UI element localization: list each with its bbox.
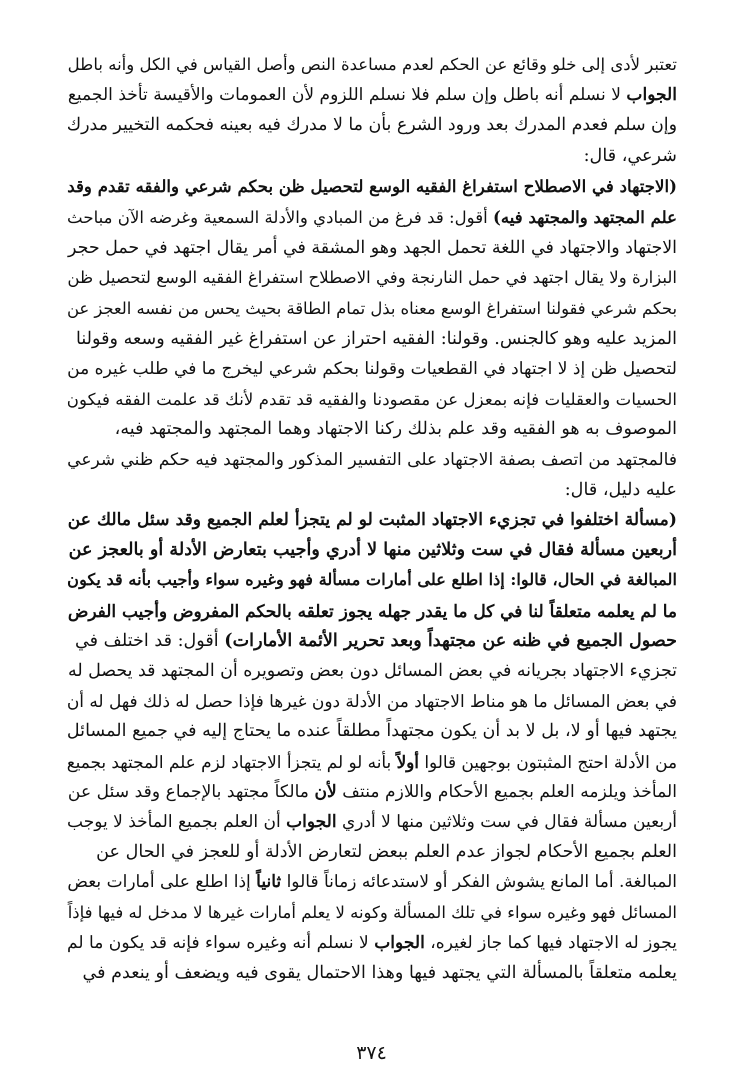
- text-segment: لا نسلم أنه وغيره سواء فإنه قد يكون ما لم: [67, 932, 375, 953]
- text-line: [64, 958, 677, 988]
- text-line: [64, 354, 677, 384]
- text-segment: أربعين مسألة فقال في ست وثلاثين منها لا أدري: [336, 812, 677, 833]
- text-segment: بحكم شرعي فقولنا استفراغ الوسع معناه بذل تمام الطاقة بحيث يحس من نفسه العجز عن: [67, 298, 677, 318]
- bold-text-segment: ما لم يعلمه متعلقاً لنا في كل ما يقدر جهله يجوز تعلقه بالحكم المفروض وأجيب الفرض: [67, 600, 677, 621]
- text-line: [64, 324, 677, 354]
- bold-text-segment: الجواب: [626, 85, 677, 106]
- text-segment: المزيد عليه وهو كالجنس. وقولنا: الفقيه احتراز عن استفراغ غير الفقيه وسعه وقولنا: [75, 328, 677, 349]
- text-segment: البزارة ولا يقال اجتهد في حمل النارنجة وفي الاصطلاح استفراغ الفقيه الوسع لتحصيل ظن: [67, 268, 677, 288]
- text-segment: لا نسلم أنه باطل وإن سلم فلا نسلم اللزوم لأن العمومات والأقيسة تأخذ الجميع: [67, 85, 627, 106]
- text-segment: أقول: قد فرغ من المبادي والأدلة السمعية وغرضه الآن مباحث: [67, 208, 494, 228]
- text-line: [64, 110, 677, 140]
- text-segment: إذا اطلع على أمارات بعض: [67, 872, 257, 893]
- text-segment: لتحصيل ظن إذ لا اجتهاد في القطعيات وقولنا بحكم شرعي ليخرج ما في طلب غيره من: [67, 359, 677, 380]
- text-line: [64, 656, 677, 686]
- bold-text-segment: حصول الجميع في ظنه عن مجتهداً وبعد تحرير الأئمة الأمارات): [224, 629, 677, 651]
- text-segment: يعلمه متعلقاً بالمسألة التي يجتهد فيها وهذا الاحتمال يقوى فيه ويضعف أو ينعدم في: [82, 963, 677, 984]
- text-segment: المسائل فهو وغيره سواء في تلك المسألة وكونه لا يعلم أمارات غيرها لا مدخل له فيها فإذاً: [67, 902, 677, 922]
- text-segment: مالكاً مجتهد بالإجماع وقد سئل عن: [67, 781, 315, 802]
- bold-text-segment: أربعين مسألة فقال في ست وثلاثين منها لا أدري وأجيب بتعارض الأدلة أو بالعجز عن: [68, 539, 677, 561]
- text-line: [64, 898, 677, 928]
- text-segment: فالمجتهد من اتصف بصفة الاجتهاد على التفسير المذكور والمجتهد فيه حكم ظني شرعي: [67, 449, 677, 470]
- bold-text-segment: أولاً: [396, 751, 419, 772]
- bold-text-segment: ثانياً: [256, 872, 282, 893]
- text-line: [64, 50, 677, 80]
- bold-text-segment: (الاجتهاد في الاصطلاح استفراغ الفقيه الوسع لتحصيل ظن بحكم شرعي والفقه تقدم وقد: [67, 175, 677, 196]
- text-line: [64, 294, 677, 324]
- text-line: [64, 233, 677, 263]
- text-line: [64, 535, 677, 565]
- text-line: [64, 626, 677, 656]
- bold-text-segment: الجواب: [374, 932, 425, 953]
- text-segment: الاجتهاد والاجتهاد في اللغة تحمل الجهد وهو المشقة في أمر يقال اجتهد في حمل حجر: [68, 238, 677, 259]
- text-segment: المأخذ ويلزمه العلم بجميع الأحكام واللازم منتف: [336, 781, 677, 802]
- text-segment: أن العلم بجميع المأخذ لا يوجب: [67, 812, 287, 833]
- text-line: [64, 263, 677, 293]
- text-segment: العلم بجميع الأحكام لجواز عدم العلم ببعض لتعارض الأدلة أو للعجز في الحال عن: [96, 842, 677, 863]
- text-line: [64, 475, 677, 505]
- text-segment: المبالغة. أما المانع يشوش الفكر أو لاستدعائه زماناً قالوا: [281, 872, 677, 893]
- text-segment: شرعي، قال:: [583, 145, 677, 166]
- text-segment: يجوز له الاجتهاد فيها كما جاز لغيره،: [424, 932, 677, 953]
- text-line: [64, 777, 677, 807]
- bold-text-segment: لأن: [314, 781, 337, 802]
- text-segment: الموصوف به هو الفقيه وقد علم بذلك ركنا الاجتهاد وهما المجتهد والمجتهد فيه،: [114, 419, 677, 440]
- text-line: [64, 141, 677, 171]
- bold-text-segment: المبالغة في الحال، قالوا: إذا اطلع على أمارات مسألة فهو وغيره سواء وأجيب بأنه قد يكون: [67, 570, 677, 590]
- text-segment: في بعض المسائل ما هو مناط الاجتهاد من الأدلة دون غيرها فإذا حصل له ذلك فهل له أن: [66, 691, 677, 712]
- text-line: [64, 505, 677, 535]
- text-line: [64, 171, 677, 202]
- page-body-text: [64, 50, 677, 988]
- text-segment: الحسيات والعقليات فإنه بمعزل عن مقصودنا والفقيه قد تقدم لأنك قد علمت الفقه فيكون: [66, 389, 677, 410]
- text-line: [64, 807, 677, 837]
- bold-text-segment: الجواب: [286, 812, 337, 833]
- text-segment: تجزيء الاجتهاد بجريانه في بعض المسائل دون بعض وتصويره أن المجتهد قد يحصل له: [68, 661, 677, 682]
- text-line: [64, 867, 677, 897]
- text-segment: أقول: قد اختلف في: [74, 630, 225, 651]
- text-line: [64, 596, 677, 626]
- text-line: [64, 716, 677, 746]
- text-line: [64, 445, 677, 475]
- bold-text-segment: (مسألة اختلفوا في تجزيء الاجتهاد المثبت لو لم يتجزأ لعلم الجميع وقد سئل مالك عن: [67, 510, 677, 531]
- text-line: [64, 928, 677, 958]
- text-line: [64, 837, 677, 867]
- text-segment: من الأدلة احتج المثبتون بوجهين قالوا: [418, 751, 677, 772]
- text-line: [64, 747, 677, 777]
- text-segment: بأنه لو لم يتجزأ الاجتهاد لزم علم المجتهد بجميع: [66, 751, 397, 772]
- page-number: ٣٧٤: [356, 1042, 387, 1064]
- text-line: [64, 384, 677, 414]
- text-line: [64, 565, 677, 595]
- text-line: [64, 202, 677, 233]
- text-segment: يجتهد فيها أو لا، بل لا بد أن يكون مجتهداً مطلقاً عنده ما يحتاج إليه في جميع المسائل: [66, 721, 677, 742]
- text-segment: عليه دليل، قال:: [564, 479, 677, 500]
- text-segment: وإن سلم فعدم المدرك بعد ورود الشرع بأن ما لا مدرك فيه بعينه فحكمه التخيير مدرك: [66, 115, 677, 136]
- bold-text-segment: علم المجتهد والمجتهد فيه): [493, 207, 677, 228]
- text-line: [64, 80, 677, 110]
- text-segment: تعتبر لأدى إلى خلو وقائع عن الحكم لعدم مساعدة النص وأصل القياس في الكل وأنه باطل: [67, 55, 677, 74]
- text-line: [64, 686, 677, 716]
- text-line: [64, 414, 677, 444]
